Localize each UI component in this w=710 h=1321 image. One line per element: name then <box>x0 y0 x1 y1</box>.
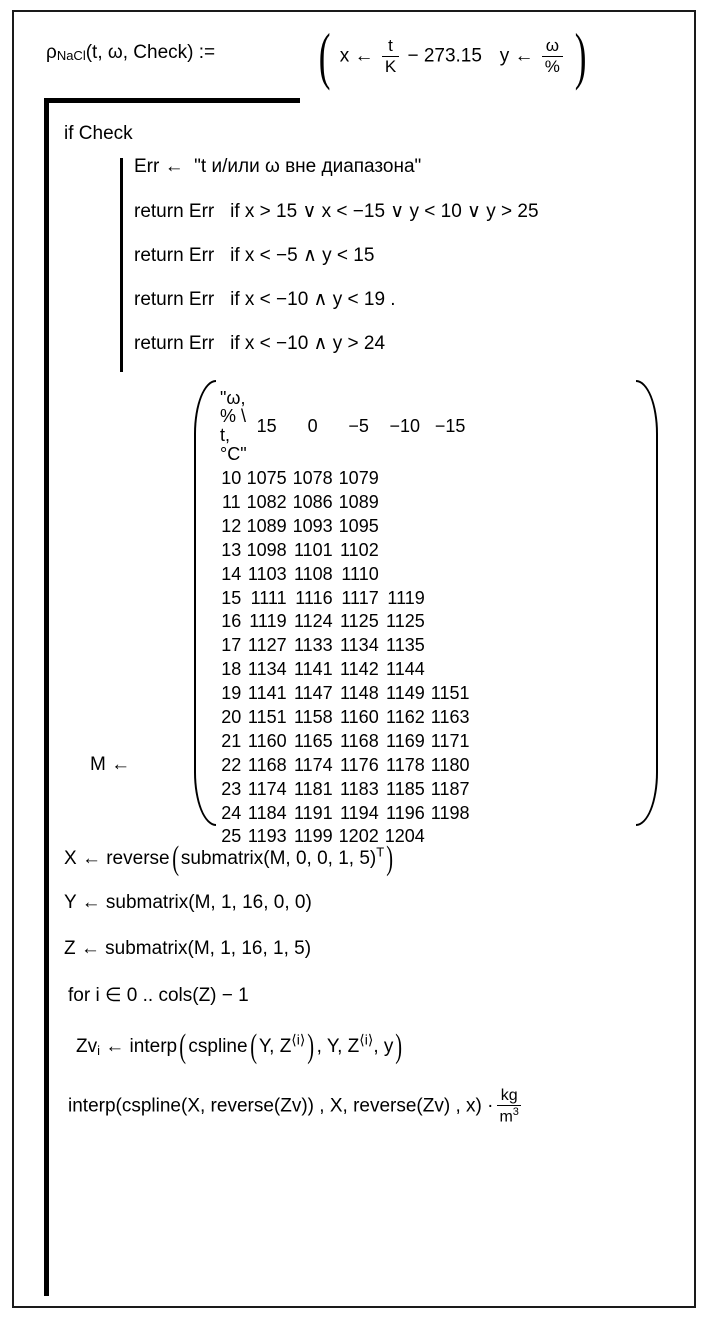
statement-return-4 <box>134 332 385 355</box>
zv-assign-op: ← interp <box>105 1036 178 1058</box>
matrix-cell <box>431 586 476 610</box>
statement-Z-assign: Z ← submatrix(M, 1, 16, 1, 5) <box>64 938 312 959</box>
x-assign-label: x ← <box>339 45 374 67</box>
matrix-row-label: 22 <box>221 754 242 775</box>
paren-right: ) <box>386 840 394 877</box>
program-bar-vertical <box>44 98 49 1296</box>
statement-keyword: return Err <box>134 201 215 222</box>
matrix-cell <box>431 514 476 538</box>
matrix-assign-label: M ← <box>90 754 131 775</box>
fraction-numerator: ω <box>542 37 563 57</box>
paren-right: ) <box>575 20 587 91</box>
matrix-paren-right <box>636 380 658 826</box>
x-assign-text: X ← reverse <box>64 848 170 870</box>
matrix-cell <box>385 538 431 562</box>
matrix-cell: 1144 <box>386 659 425 680</box>
header-expression <box>314 20 592 91</box>
matrix-cell: 1093 <box>292 515 333 536</box>
matrix-cell: 1149 <box>386 683 425 704</box>
matrix-row-label: 16 <box>221 611 242 632</box>
statement-keyword: return Err <box>134 333 215 354</box>
matrix-cell: 1187 <box>430 778 470 799</box>
mathcad-program-frame <box>12 10 696 1308</box>
matrix-col-header: −5 <box>348 415 369 436</box>
matrix-cell: 1142 <box>340 659 379 680</box>
statement-for-loop: for i ∈ 0 .. cols(Z) − 1 <box>68 985 249 1006</box>
statement-expression: "t и/или ω вне диапазона" <box>194 156 422 177</box>
matrix-cell: 1079 <box>338 468 379 489</box>
matrix-cell: 1180 <box>430 754 470 775</box>
cspline-args: Y, Z <box>258 1036 292 1058</box>
statement-expression: if x > 15 ∨ x < −15 ∨ y < 10 ∨ y > 25 <box>230 201 539 222</box>
matrix-cell: 1174 <box>247 778 287 799</box>
statement-return-3 <box>134 288 396 311</box>
matrix-cell <box>385 490 431 514</box>
matrix-cell: 1141 <box>247 683 287 704</box>
statement-keyword: Err ← <box>134 156 184 177</box>
matrix-cell: 1183 <box>340 778 379 799</box>
omega-over-percent-fraction <box>542 37 563 76</box>
matrix-cell: 1151 <box>247 706 287 727</box>
fraction-denominator: K <box>384 56 397 76</box>
statement-Zv-assign <box>76 1030 405 1064</box>
matrix-row <box>216 634 475 658</box>
matrix-row <box>216 801 475 825</box>
matrix-row-label: 15 <box>221 587 242 608</box>
paren-right-inner: ) <box>307 1028 315 1065</box>
statement-err-assign <box>134 156 421 178</box>
matrix-cell: 1127 <box>247 635 287 656</box>
matrix-paren-left <box>194 380 216 826</box>
matrix-cell: 1119 <box>387 587 425 608</box>
matrix-cell: 1199 <box>293 826 333 847</box>
matrix-cell: 1160 <box>340 706 379 727</box>
matrix-row <box>216 610 475 634</box>
matrix-col-header: 0 <box>307 415 318 436</box>
matrix-cell: 1102 <box>340 539 379 560</box>
matrix-cell: 1168 <box>247 754 287 775</box>
function-name: ρ <box>46 42 57 63</box>
matrix-col-header: 15 <box>256 415 277 436</box>
matrix-row <box>216 514 475 538</box>
matrix-row <box>216 682 475 706</box>
unit-kg-per-m3 <box>497 1088 520 1125</box>
column-operator: ⟨i⟩ <box>291 1031 306 1048</box>
unit-exponent: 3 <box>512 1106 519 1118</box>
matrix-cell: 1151 <box>430 683 470 704</box>
matrix-cell: 1168 <box>340 730 379 751</box>
matrix-cell: 1082 <box>246 491 287 512</box>
matrix-cell: 1178 <box>386 754 425 775</box>
paren-left: ( <box>318 20 331 91</box>
matrix-cell <box>431 538 476 562</box>
paren-left-inner: ( <box>249 1028 257 1065</box>
statement-expression: if x < −10 ∧ y < 19 . <box>230 289 396 310</box>
matrix-col-header: −15 <box>434 415 466 436</box>
statement-Y-assign: Y ← submatrix(M, 1, 16, 0, 0) <box>64 892 312 913</box>
statement-keyword: return Err <box>134 289 215 310</box>
matrix-cell <box>385 562 431 586</box>
matrix-cell: 1078 <box>292 468 333 489</box>
program-bar-horizontal <box>44 98 300 103</box>
matrix-row-label: 11 <box>221 491 241 512</box>
matrix-row-label: 13 <box>221 539 242 560</box>
matrix-cell: 1141 <box>293 659 333 680</box>
statement-return-2 <box>134 244 374 267</box>
matrix-row <box>216 777 475 801</box>
matrix-cell: 1075 <box>246 468 287 489</box>
matrix-row-label: 17 <box>221 635 242 656</box>
matrix-cell: 1110 <box>341 563 379 584</box>
matrix-row <box>216 467 475 491</box>
unit-numerator: kg <box>497 1088 520 1106</box>
assign-operator: := <box>198 42 216 63</box>
final-expression: interp(cspline(X, reverse(Zv)) , X, reverse(Zv) , x) · <box>68 1095 494 1117</box>
matrix-row <box>216 490 475 514</box>
matrix-row-label: 24 <box>221 802 242 823</box>
matrix-cell: 1095 <box>338 515 379 536</box>
matrix-cell: 1148 <box>340 683 379 704</box>
zv-label: Zv <box>76 1036 98 1058</box>
zv-index: i <box>97 1043 100 1059</box>
matrix-cell <box>431 490 476 514</box>
statement-X-assign <box>64 842 396 876</box>
matrix-row <box>216 538 475 562</box>
submatrix-call: submatrix(M, 0, 0, 1, 5) <box>180 848 377 870</box>
matrix-row-label: 23 <box>221 778 242 799</box>
function-signature <box>46 42 215 64</box>
matrix-cell: 1124 <box>293 611 333 632</box>
matrix-cell: 1111 <box>250 587 287 608</box>
matrix-cell: 1135 <box>386 635 425 656</box>
matrix-cell: 1108 <box>293 563 333 584</box>
matrix-row-label: 14 <box>221 563 242 584</box>
matrix-cell: 1125 <box>340 611 379 632</box>
matrix-cell: 1169 <box>386 730 425 751</box>
matrix-cell: 1160 <box>247 730 287 751</box>
matrix-cell: 1147 <box>293 683 333 704</box>
matrix-cell: 1158 <box>293 706 333 727</box>
matrix-cell <box>431 562 476 586</box>
matrix-corner-label: "ω, % \ t, °C" <box>220 387 247 465</box>
y-assign-label: y ← <box>499 45 534 67</box>
function-args: (t, ω, Check) <box>85 42 194 63</box>
matrix-cell <box>431 610 476 634</box>
matrix-row-label: 21 <box>221 730 242 751</box>
cspline-label: cspline <box>188 1036 248 1058</box>
matrix-cell: 1089 <box>246 515 287 536</box>
matrix-cell: 1103 <box>247 563 287 584</box>
matrix-cell: 1098 <box>246 539 287 560</box>
t-over-K-fraction <box>382 37 399 76</box>
matrix-cell <box>385 467 431 491</box>
matrix-cell: 1176 <box>340 754 379 775</box>
matrix-cell: 1133 <box>293 635 333 656</box>
matrix-cell: 1181 <box>293 778 333 799</box>
function-name-subscript: NaCl <box>56 48 86 63</box>
matrix-cell: 1198 <box>430 802 470 823</box>
matrix-cell: 1171 <box>430 730 470 751</box>
matrix-cell: 1196 <box>386 802 425 823</box>
matrix-row <box>216 729 475 753</box>
unit-denominator <box>497 1106 520 1125</box>
statement-keyword: return Err <box>134 245 215 266</box>
if-statement: if Check <box>64 123 133 144</box>
matrix-cell: 1184 <box>247 802 287 823</box>
fraction-denominator: % <box>544 56 560 76</box>
statement-final-interp <box>68 1088 521 1125</box>
matrix-col-header: −10 <box>389 415 421 436</box>
unit-m: m <box>499 1108 513 1126</box>
matrix-row <box>216 705 475 729</box>
matrix-row <box>216 562 475 586</box>
fraction-numerator: t <box>382 37 399 57</box>
matrix-row-label: 10 <box>221 468 242 489</box>
column-operator: ⟨i⟩ <box>359 1031 374 1048</box>
matrix-cell: 1117 <box>341 587 379 608</box>
transpose-exponent: T <box>376 844 385 860</box>
matrix-row-label: 25 <box>221 826 242 847</box>
matrix-cell <box>431 467 476 491</box>
matrix-row-label: 12 <box>221 515 242 536</box>
matrix-cell: 1204 <box>384 826 425 847</box>
matrix-cell <box>431 634 476 658</box>
paren-right: ) <box>395 1028 403 1065</box>
matrix-row <box>216 753 475 777</box>
matrix-cell: 1174 <box>293 754 333 775</box>
matrix-cell: 1101 <box>293 539 333 560</box>
matrix-cell: 1089 <box>338 491 379 512</box>
statement-expression: if x < −5 ∧ y < 15 <box>230 245 375 266</box>
interp-args: , Y, Z <box>316 1036 360 1058</box>
matrix-cell: 1086 <box>292 491 333 512</box>
x-offset: − 273.15 <box>407 45 482 67</box>
matrix-table <box>216 386 475 849</box>
statement-expression: if x < −10 ∧ y > 24 <box>230 333 386 354</box>
matrix-cell: 1202 <box>338 826 379 847</box>
matrix-cell: 1193 <box>247 826 287 847</box>
matrix-cell <box>431 658 476 682</box>
matrix-cell: 1134 <box>340 635 379 656</box>
matrix-cell: 1116 <box>295 587 333 608</box>
matrix-header-row <box>216 386 475 467</box>
matrix-cell: 1191 <box>293 802 333 823</box>
matrix-cell <box>431 825 476 849</box>
function-definition-header <box>24 20 684 98</box>
matrix-row-label: 20 <box>221 706 242 727</box>
matrix-row <box>216 586 475 610</box>
paren-left: ( <box>179 1028 187 1065</box>
matrix-row-label: 18 <box>221 659 242 680</box>
matrix-cell: 1165 <box>293 730 333 751</box>
statement-return-1 <box>134 200 539 223</box>
paren-left: ( <box>171 840 179 877</box>
if-block-bar <box>120 158 123 372</box>
interp-args-tail: , y <box>373 1036 394 1058</box>
matrix-cell: 1194 <box>340 802 379 823</box>
x-assignment <box>340 37 482 76</box>
matrix-row <box>216 658 475 682</box>
matrix-cell <box>385 514 431 538</box>
matrix-cell: 1125 <box>386 611 425 632</box>
matrix-cell: 1163 <box>430 706 470 727</box>
matrix-cell: 1134 <box>247 659 287 680</box>
matrix-cell: 1119 <box>249 611 287 632</box>
matrix-row-label: 19 <box>221 683 242 704</box>
matrix-cell: 1162 <box>386 706 425 727</box>
y-assignment <box>500 37 566 76</box>
matrix-cell: 1185 <box>386 778 425 799</box>
